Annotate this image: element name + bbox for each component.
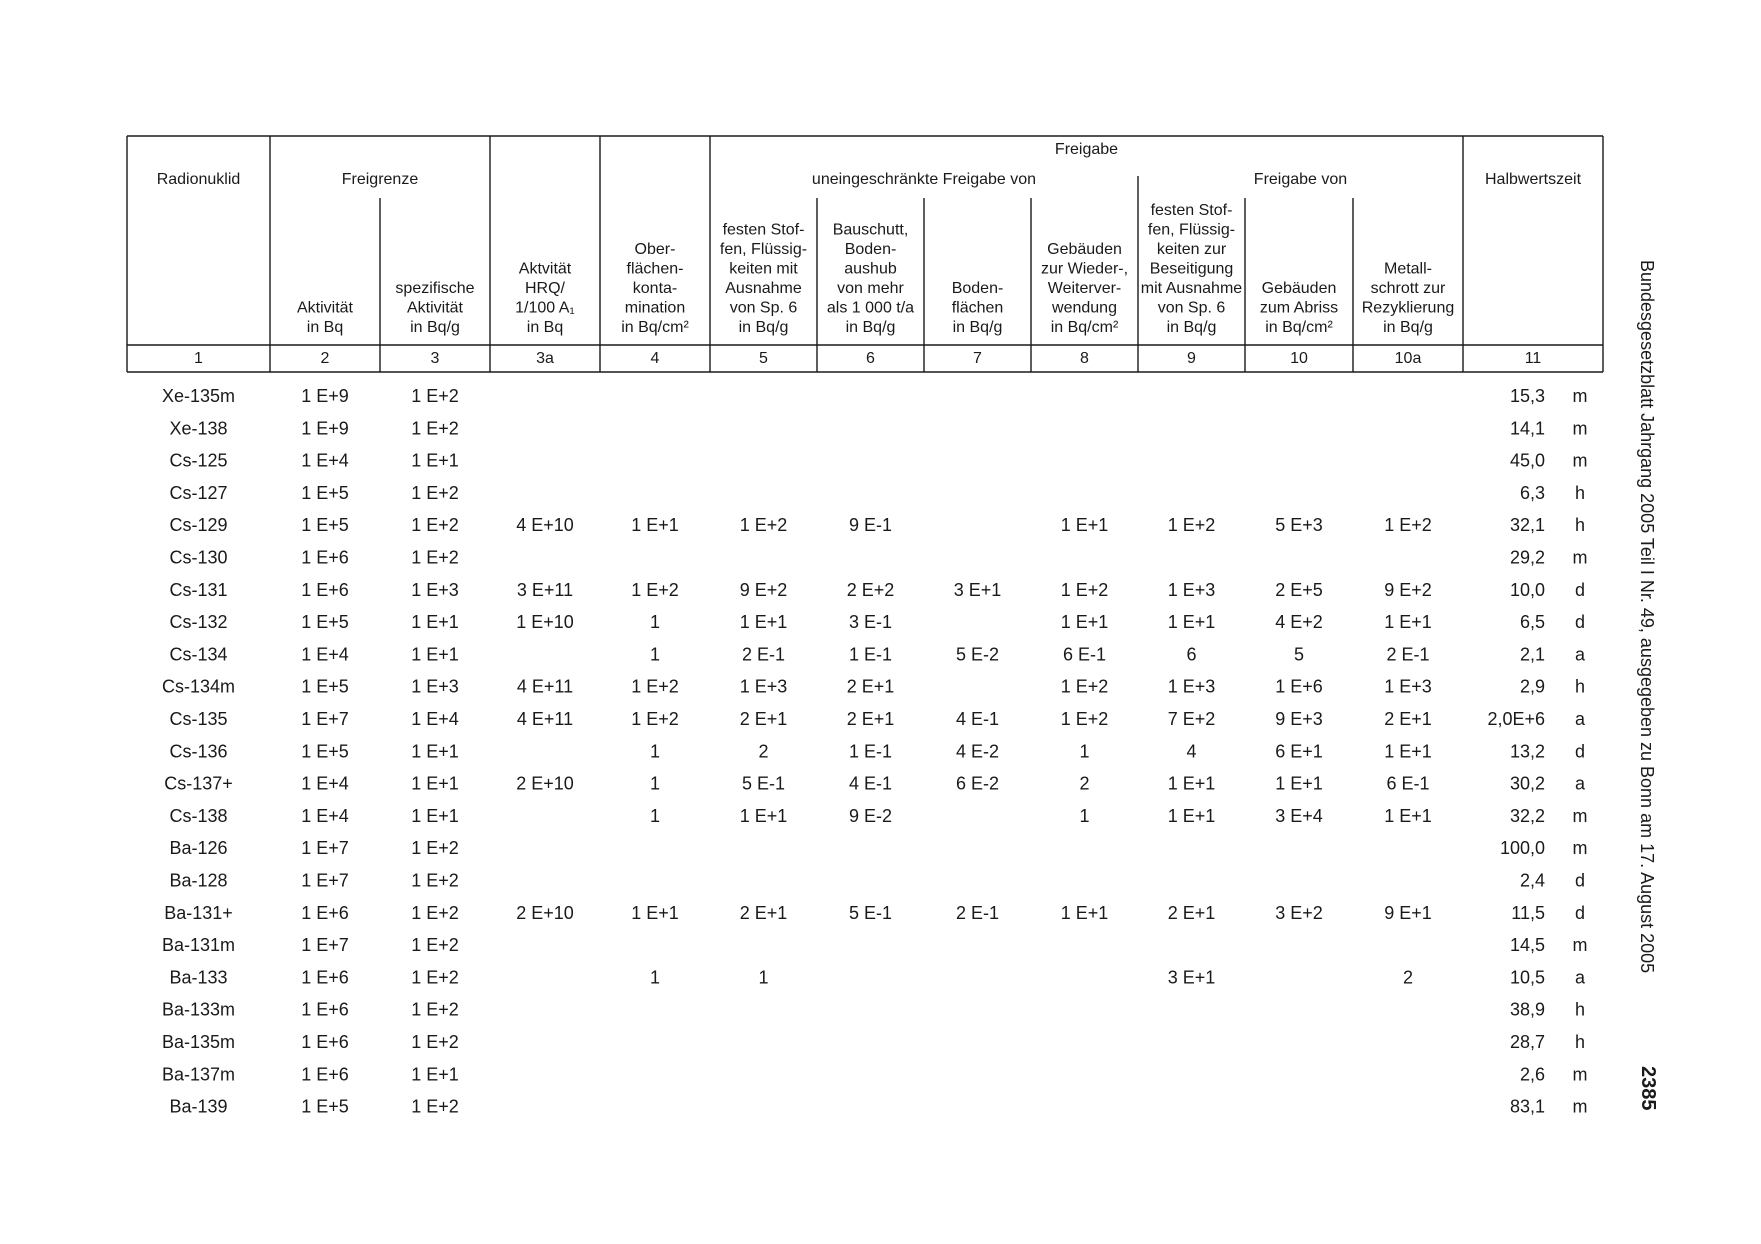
column-header-c3a: Aktvität: [518, 260, 572, 278]
cell-col-nuclide: Cs-129: [169, 515, 228, 536]
halflife-unit: a: [1574, 709, 1586, 729]
halflife-value: 10,0: [1509, 579, 1545, 600]
halflife-value: 38,9: [1509, 999, 1545, 1020]
halflife-unit: a: [1574, 773, 1586, 794]
cell-col-1: 1 E+5: [301, 676, 349, 697]
halflife-value: 2,0E+6: [1487, 709, 1545, 729]
cell-col-4: 1: [649, 773, 661, 794]
cell-col-2: 1 E+4: [411, 709, 459, 729]
table-row: [169, 644, 1586, 664]
halflife-unit: d: [1574, 579, 1586, 600]
column-header-c7: in Bq/g: [952, 319, 1003, 336]
column-header-c5: von Sp. 6: [729, 299, 798, 317]
column-number: 4: [650, 350, 660, 367]
halflife-unit: m: [1572, 1064, 1588, 1085]
column-header-c3a: HRQ/: [525, 280, 565, 297]
column-header-c9: Beseitigung: [1149, 260, 1234, 278]
cell-col-2: 1 E+1: [411, 612, 459, 633]
cell-col-3: 2 E+10: [516, 902, 574, 923]
halflife-value: 6,5: [1519, 612, 1545, 633]
cell-col-nuclide: Ba-139: [169, 1096, 228, 1117]
cell-col-1: 1 E+5: [301, 612, 349, 633]
cell-col-8: 1 E+1: [1060, 902, 1109, 923]
cell-col-10: 1 E+1: [1275, 773, 1323, 794]
cell-col-5: 2 E+1: [739, 709, 788, 729]
column-header-c2: in Bq: [306, 319, 344, 336]
cell-col-10: 5 E+3: [1275, 515, 1323, 536]
halflife-unit: m: [1572, 450, 1588, 471]
cell-col-9: 1 E+1: [1167, 805, 1216, 826]
column-header-c4: in Bq/cm²: [621, 319, 689, 336]
halflife-value: 2,4: [1519, 870, 1545, 891]
column-header-c5: festen Stof-: [722, 221, 805, 239]
cell-col-nuclide: Ba-128: [169, 870, 228, 891]
column-header-c9: mit Ausnahme: [1140, 280, 1243, 297]
cell-col-8: 1: [1079, 805, 1090, 826]
cell-col-1: 1 E+6: [301, 579, 349, 600]
halflife-unit: m: [1572, 838, 1588, 859]
cell-col-2: 1 E+2: [411, 967, 459, 988]
halflife-value: 83,1: [1509, 1096, 1545, 1117]
column-number: 2: [320, 350, 330, 367]
cell-col-9: 3 E+1: [1167, 967, 1216, 988]
cell-col-11: 2 E+1: [1384, 709, 1432, 729]
cell-col-10: 2 E+5: [1275, 579, 1323, 600]
halflife-value: 14,1: [1509, 418, 1545, 439]
cell-col-nuclide: Ba-126: [169, 838, 228, 859]
cell-col-nuclide: Cs-127: [169, 482, 228, 503]
column-header-c7: Boden-: [951, 280, 1004, 297]
cell-col-6: 5 E-1: [848, 902, 893, 923]
cell-col-2: 1 E+2: [411, 902, 459, 923]
cell-col-9: 1 E+3: [1167, 579, 1216, 600]
cell-col-5: 1 E+1: [739, 805, 788, 826]
table-row: [169, 451, 1587, 471]
cell-col-1: 1 E+4: [301, 805, 349, 826]
cell-col-2: 1 E+1: [411, 644, 459, 665]
column-header-c4: flächen-: [626, 260, 684, 278]
halflife-unit: h: [1574, 676, 1586, 697]
cell-col-4: 1: [649, 805, 661, 826]
cell-col-7: 5 E-2: [955, 644, 1000, 665]
cell-col-2: 1 E+3: [411, 579, 459, 600]
column-header-c10: zum Abriss: [1259, 299, 1339, 317]
column-header-c6: Bauschutt,: [832, 221, 909, 239]
cell-col-1: 1 E+4: [301, 644, 349, 665]
column-header-c6: von mehr: [837, 280, 904, 297]
halflife-unit: d: [1574, 741, 1586, 762]
halflife-value: 29,2: [1509, 547, 1545, 568]
halflife-unit: m: [1572, 418, 1588, 439]
halflife-unit: m: [1572, 1096, 1588, 1117]
freigabe-header: Freigabe: [1054, 141, 1119, 158]
cell-col-11: 1 E+2: [1384, 515, 1432, 536]
table-row: [169, 1097, 1587, 1117]
column-header-c9: fen, Flüssig-: [1147, 221, 1236, 239]
table-row: [169, 418, 1587, 438]
cell-col-2: 1 E+3: [411, 676, 459, 697]
cell-col-3: 4 E+10: [516, 515, 574, 536]
halbwertszeit-header: Halbwertszeit: [1484, 171, 1582, 188]
column-number: 7: [973, 350, 982, 367]
cell-col-1: 1 E+6: [301, 547, 349, 568]
column-header-c3a: 1/100 A₁: [515, 299, 575, 317]
cell-col-6: 2 E+1: [846, 676, 895, 697]
halflife-unit: a: [1574, 967, 1586, 988]
cell-col-1: 1 E+9: [301, 418, 349, 439]
column-header-c10: Gebäuden: [1261, 280, 1337, 297]
cell-col-7: 4 E-2: [955, 741, 1000, 762]
column-number: 1: [194, 350, 203, 367]
cell-col-10: 9 E+3: [1275, 709, 1323, 729]
cell-col-2: 1 E+1: [411, 450, 459, 471]
column-header-c4: mination: [624, 299, 686, 317]
cell-col-1: 1 E+5: [301, 482, 349, 503]
cell-col-3: 1 E+10: [516, 612, 574, 633]
cell-col-1: 1 E+4: [301, 773, 349, 794]
cell-col-10: 1 E+6: [1275, 676, 1323, 697]
cell-col-1: 1 E+6: [301, 967, 349, 988]
column-number: 10a: [1394, 350, 1422, 367]
cell-col-5: 1 E+2: [739, 515, 788, 536]
column-header-c10a: Metall-: [1383, 260, 1433, 278]
cell-col-nuclide: Ba-131+: [164, 902, 233, 923]
halflife-value: 32,2: [1509, 805, 1545, 826]
halflife-value: 6,3: [1519, 482, 1545, 503]
cell-col-4: 1 E+2: [631, 579, 679, 600]
cell-col-5: 1 E+1: [739, 612, 788, 633]
column-header-c6: aushub: [844, 260, 897, 278]
cell-col-4: 1 E+1: [631, 902, 679, 923]
column-header-c7: flächen: [951, 299, 1004, 317]
freigabe-von-header: Freigabe von: [1253, 171, 1348, 188]
column-header-c8: wendung: [1052, 299, 1117, 317]
cell-col-5: 1: [758, 967, 769, 988]
cell-col-1: 1 E+6: [301, 1032, 349, 1052]
column-header-c10a: schrott zur: [1370, 280, 1446, 297]
table-row: [169, 515, 1585, 535]
cell-col-1: 1 E+4: [301, 450, 349, 471]
cell-col-11: 2: [1402, 967, 1414, 988]
column-header-c8: Weiterver-: [1047, 280, 1122, 297]
cell-col-8: 1: [1079, 741, 1090, 762]
column-number: 8: [1080, 350, 1089, 367]
cell-col-1: 1 E+5: [301, 741, 349, 762]
cell-col-9: 1 E+1: [1167, 773, 1216, 794]
cell-col-2: 1 E+2: [411, 1096, 459, 1117]
cell-col-2: 1 E+2: [411, 547, 459, 568]
cell-col-4: 1 E+1: [631, 515, 679, 536]
column-header-c10: in Bq/cm²: [1265, 319, 1333, 336]
cell-col-5: 9 E+2: [739, 579, 788, 600]
column-header-c10a: Rezyklierung: [1361, 299, 1455, 317]
cell-col-2: 1 E+2: [411, 386, 459, 406]
cell-col-nuclide: Ba-135m: [161, 1032, 236, 1052]
table-row: [162, 1064, 1588, 1084]
table-row: [169, 709, 1586, 729]
cell-col-11: 2 E-1: [1386, 644, 1430, 665]
halflife-unit: h: [1574, 482, 1586, 503]
cell-col-6: 1 E-1: [848, 741, 893, 762]
column-header-c9: in Bq/g: [1166, 319, 1217, 336]
halflife-unit: m: [1572, 935, 1588, 956]
halflife-unit: d: [1574, 612, 1586, 633]
cell-col-1: 1 E+5: [301, 1096, 349, 1117]
cell-col-8: 1 E+2: [1060, 579, 1109, 600]
column-header-c9: festen Stof-: [1150, 202, 1233, 219]
table-row: [162, 1000, 1585, 1020]
cell-col-8: 1 E+1: [1060, 515, 1109, 536]
halflife-value: 30,2: [1509, 773, 1545, 794]
column-number: 3a: [536, 350, 554, 367]
halflife-unit: h: [1574, 515, 1586, 536]
cell-col-5: 2 E-1: [741, 644, 786, 665]
cell-col-2: 1 E+1: [411, 1064, 459, 1085]
cell-col-1: 1 E+6: [301, 902, 349, 923]
cell-col-1: 1 E+5: [301, 515, 349, 536]
column-number: 6: [866, 350, 875, 367]
cell-col-2: 1 E+2: [411, 418, 459, 439]
cell-col-8: 2: [1079, 773, 1090, 794]
uneingeschraenkt-header: uneingeschränkte Freigabe von: [811, 171, 1037, 188]
halflife-value: 32,1: [1509, 515, 1545, 536]
cell-col-6: 2 E+2: [846, 579, 895, 600]
column-header-c5: fen, Flüssig-: [719, 241, 808, 258]
cell-col-3: 4 E+11: [516, 676, 574, 697]
column-header-c3: Aktivität: [406, 299, 464, 317]
cell-col-4: 1: [649, 612, 661, 633]
cell-col-11: 1 E+1: [1384, 741, 1432, 762]
halflife-value: 28,7: [1509, 1032, 1545, 1052]
cell-col-4: 1: [649, 741, 661, 762]
cell-col-nuclide: Cs-131: [169, 579, 228, 600]
halflife-value: 13,2: [1509, 741, 1545, 762]
cell-col-11: 1 E+1: [1384, 805, 1432, 826]
cell-col-nuclide: Cs-136: [169, 741, 228, 762]
column-header-c5: in Bq/g: [738, 319, 789, 336]
cell-col-2: 1 E+1: [411, 805, 459, 826]
cell-col-2: 1 E+2: [411, 515, 459, 536]
cell-col-11: 6 E-1: [1386, 773, 1430, 794]
cell-col-9: 4: [1186, 741, 1197, 762]
column-header-c5: Ausnahme: [725, 280, 802, 297]
cell-col-9: 2 E+1: [1167, 902, 1216, 923]
table-row: [169, 838, 1587, 858]
table-row: [169, 548, 1587, 568]
column-number: 5: [759, 350, 768, 367]
cell-col-nuclide: Cs-138: [169, 805, 228, 826]
cell-col-7: 3 E+1: [953, 579, 1002, 600]
column-number: 3: [430, 350, 440, 367]
cell-col-nuclide: Cs-134m: [161, 676, 236, 697]
cell-col-nuclide: Cs-130: [169, 547, 228, 568]
column-header-c2: Aktivität: [296, 299, 354, 317]
cell-col-4: 1: [649, 644, 661, 665]
column-header-c5: keiten mit: [729, 260, 798, 278]
cell-col-7: 2 E-1: [955, 902, 1000, 923]
table-header: [157, 141, 1582, 367]
cell-col-6: 9 E-2: [848, 805, 893, 826]
cell-col-nuclide: Cs-125: [169, 450, 228, 471]
cell-col-6: 4 E-1: [848, 773, 893, 794]
halflife-value: 10,5: [1509, 967, 1545, 988]
table-row: [162, 1032, 1585, 1052]
cell-col-1: 1 E+7: [301, 870, 349, 891]
column-header-c6: als 1 000 t/a: [826, 299, 915, 317]
halflife-value: 2,9: [1519, 676, 1545, 697]
cell-col-1: 1 E+6: [301, 1064, 349, 1085]
cell-col-3: 2 E+10: [516, 773, 574, 794]
column-header-c4: Ober-: [634, 241, 676, 258]
halflife-unit: h: [1574, 1032, 1586, 1052]
halflife-unit: h: [1574, 999, 1586, 1020]
table-row: [169, 580, 1585, 600]
column-header-c6: in Bq/g: [845, 319, 896, 336]
table-row: [169, 967, 1586, 987]
cell-col-nuclide: Cs-134: [169, 644, 228, 665]
page-number: 2385: [1637, 1066, 1659, 1111]
cell-col-4: 1 E+2: [631, 709, 679, 729]
halflife-unit: d: [1574, 902, 1586, 923]
column-header-c4: konta-: [632, 280, 678, 297]
cell-col-11: 1 E+3: [1384, 676, 1432, 697]
table-row: [169, 871, 1585, 891]
cell-col-2: 1 E+2: [411, 999, 459, 1020]
halflife-value: 15,3: [1509, 386, 1545, 406]
table-row: [162, 677, 1585, 697]
halflife-unit: a: [1574, 644, 1586, 665]
cell-col-6: 1 E-1: [848, 644, 893, 665]
column-header-c8: Gebäuden: [1047, 241, 1122, 258]
cell-col-4: 1: [649, 967, 661, 988]
column-header-c6: Boden-: [844, 241, 897, 258]
halflife-value: 100,0: [1499, 838, 1545, 859]
cell-col-5: 2: [758, 741, 769, 762]
cell-col-1: 1 E+9: [301, 386, 349, 406]
table-row: [169, 612, 1585, 632]
table-row: [169, 483, 1585, 503]
cell-col-1: 1 E+7: [301, 935, 349, 956]
halflife-unit: d: [1574, 870, 1586, 891]
cell-col-9: 7 E+2: [1167, 709, 1216, 729]
cell-col-6: 3 E-1: [848, 612, 893, 633]
cell-col-2: 1 E+1: [411, 741, 459, 762]
side-header: [1636, 260, 1676, 1000]
radionuklid-header: Radionuklid: [156, 171, 241, 188]
cell-col-1: 1 E+7: [301, 709, 349, 729]
cell-col-nuclide: Ba-137m: [161, 1064, 236, 1085]
table-row: [162, 386, 1588, 406]
cell-col-4: 1 E+2: [631, 676, 679, 697]
cell-col-5: 1 E+3: [739, 676, 788, 697]
halflife-value: 14,5: [1509, 935, 1545, 956]
column-number: 9: [1187, 350, 1196, 367]
cell-col-8: 1 E+1: [1060, 612, 1109, 633]
cell-col-10: 5: [1293, 644, 1305, 665]
column-header-c9: von Sp. 6: [1157, 299, 1226, 317]
cell-col-9: 1 E+1: [1167, 612, 1216, 633]
table-row: [169, 806, 1587, 826]
column-header-c3: in Bq/g: [410, 319, 460, 336]
cell-col-1: 1 E+7: [301, 838, 349, 859]
column-header-c3: spezifische: [395, 280, 475, 297]
cell-col-11: 1 E+1: [1384, 612, 1432, 633]
cell-col-7: 4 E-1: [955, 709, 1000, 729]
cell-col-11: 9 E+2: [1384, 579, 1432, 600]
cell-col-3: 3 E+11: [516, 579, 574, 600]
cell-col-8: 6 E-1: [1062, 644, 1107, 665]
cell-col-10: 3 E+4: [1275, 805, 1323, 826]
cell-col-2: 1 E+2: [411, 482, 459, 503]
cell-col-nuclide: Ba-131m: [161, 935, 236, 956]
cell-col-1: 1 E+6: [301, 999, 349, 1020]
table-row: [164, 774, 1586, 794]
cell-col-7: 6 E-2: [955, 773, 1000, 794]
halflife-value: 11,5: [1511, 902, 1545, 923]
cell-col-nuclide: Cs-132: [169, 612, 228, 633]
cell-col-9: 1 E+3: [1167, 676, 1216, 697]
cell-col-nuclide: Xe-135m: [161, 386, 236, 406]
cell-col-2: 1 E+2: [411, 935, 459, 956]
cell-col-9: 1 E+2: [1167, 515, 1216, 536]
column-header-c10a: in Bq/g: [1383, 319, 1433, 336]
cell-col-2: 1 E+2: [411, 870, 459, 891]
halflife-unit: m: [1572, 547, 1588, 568]
cell-col-10: 3 E+2: [1275, 902, 1323, 923]
cell-col-10: 6 E+1: [1275, 741, 1323, 762]
cell-col-nuclide: Xe-138: [169, 418, 228, 439]
column-number: 10: [1290, 350, 1308, 367]
cell-col-8: 1 E+2: [1060, 709, 1109, 729]
halflife-value: 45,0: [1509, 450, 1545, 471]
column-number: 11: [1524, 350, 1542, 367]
halflife-unit: m: [1572, 805, 1588, 826]
cell-col-3: 4 E+11: [516, 709, 574, 729]
cell-col-nuclide: Ba-133: [169, 967, 228, 988]
freigrenze-header: Freigrenze: [341, 171, 419, 188]
column-header-c8: zur Wieder-,: [1040, 260, 1129, 278]
column-header-c8: in Bq/cm²: [1050, 319, 1119, 336]
cell-col-5: 2 E+1: [739, 902, 788, 923]
halflife-unit: m: [1572, 386, 1588, 406]
cell-col-2: 1 E+1: [411, 773, 459, 794]
cell-col-5: 5 E-1: [741, 773, 786, 794]
table-row: [162, 935, 1588, 955]
column-header-c9: keiten zur: [1156, 241, 1227, 258]
cell-col-8: 1 E+2: [1060, 676, 1109, 697]
halflife-value: 2,6: [1519, 1064, 1545, 1085]
cell-col-6: 9 E-1: [848, 515, 893, 536]
cell-col-6: 2 E+1: [846, 709, 895, 729]
cell-col-nuclide: Cs-135: [169, 709, 228, 729]
column-header-c3a: in Bq: [526, 319, 564, 336]
cell-col-2: 1 E+2: [411, 1032, 459, 1052]
table-body: [162, 386, 1588, 1117]
cell-col-11: 9 E+1: [1384, 902, 1432, 923]
cell-col-nuclide: Cs-137+: [164, 773, 233, 794]
halflife-value: 2,1: [1519, 644, 1545, 665]
cell-col-10: 4 E+2: [1275, 612, 1323, 633]
cell-col-2: 1 E+2: [411, 838, 459, 859]
journal-header-text: Bundesgesetzblatt Jahrgang 2005 Teil I Nr. 49, ausgegeben zu Bonn am 17. August 2005: [1637, 260, 1657, 974]
table-row: [164, 903, 1585, 923]
cell-col-nuclide: Ba-133m: [161, 999, 236, 1020]
cell-col-9: 6: [1186, 644, 1197, 665]
table-row: [169, 741, 1585, 761]
